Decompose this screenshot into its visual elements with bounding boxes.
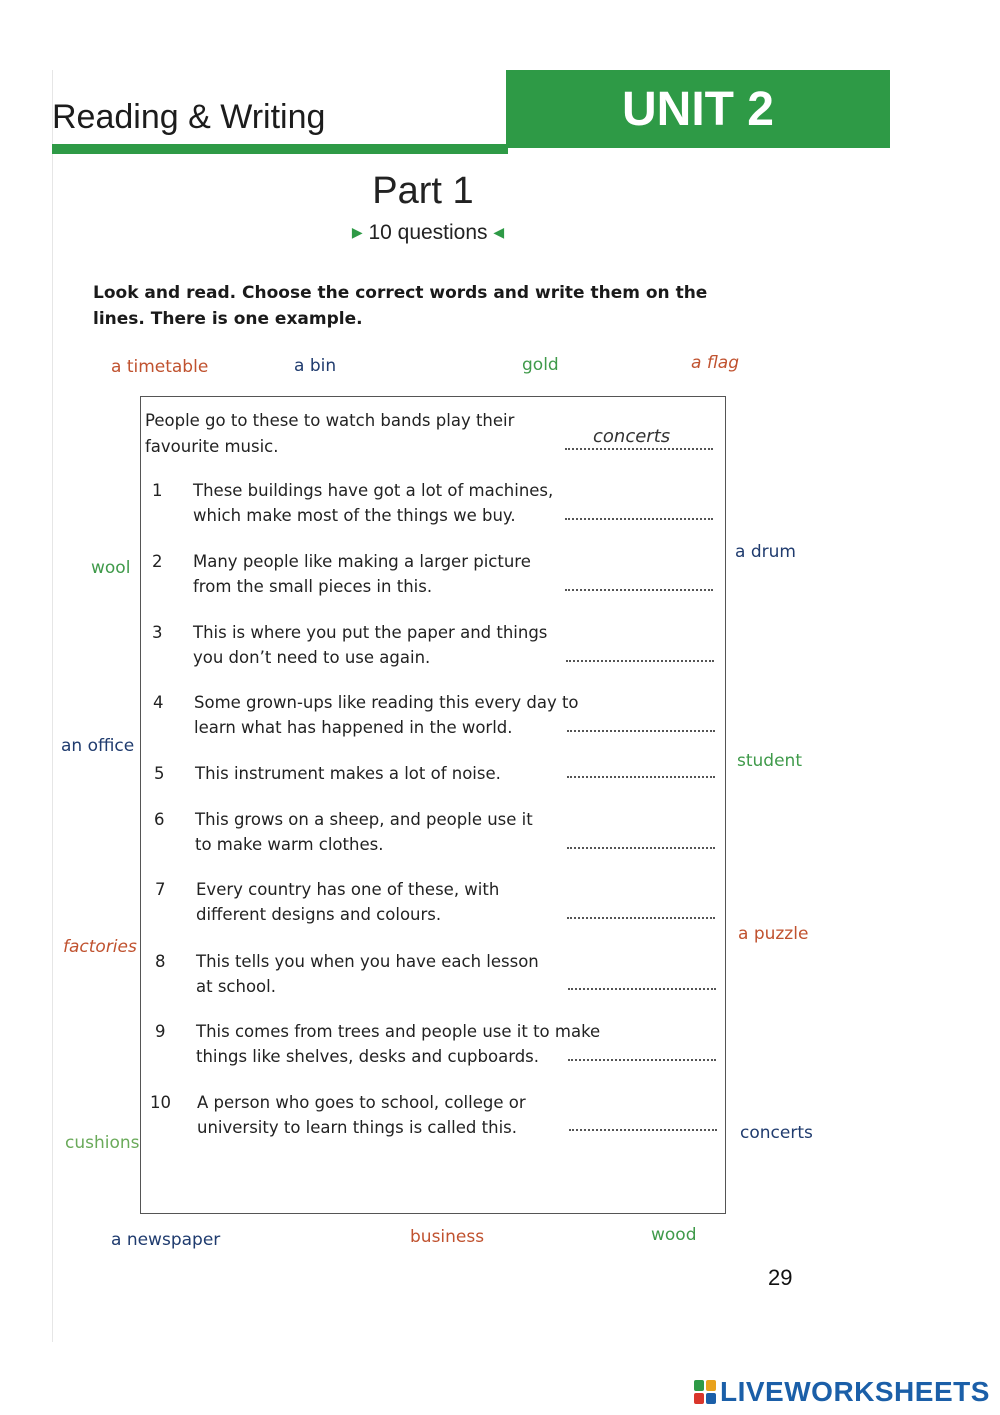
question-number: 10 — [150, 1093, 171, 1112]
example-line-2: favourite music. — [145, 437, 279, 456]
liveworksheets-logo-icon — [694, 1380, 716, 1404]
triangle-right-icon: ▶ — [351, 224, 363, 240]
question-number: 2 — [152, 552, 163, 571]
example-answer: concerts — [593, 426, 671, 447]
instructions: Look and read. Choose the correct words and write them on the lines. There is one example. — [93, 283, 708, 329]
answer-line[interactable] — [568, 1059, 716, 1061]
word-bank-item[interactable]: a bin — [294, 356, 337, 376]
unit-badge: UNIT 2 — [506, 70, 890, 148]
answer-line[interactable] — [565, 518, 713, 520]
question-number: 4 — [153, 693, 164, 712]
question-text: This comes from trees and people use it to make — [196, 1022, 601, 1041]
question-text: This grows on a sheep, and people use it — [195, 810, 533, 829]
question-text: Every country has one of these, with — [196, 880, 500, 899]
answer-line[interactable] — [568, 988, 716, 990]
example-line-1: People go to these to watch bands play their — [145, 411, 515, 430]
question-text: university to learn things is called this. — [197, 1118, 517, 1137]
word-bank-item[interactable]: a newspaper — [111, 1230, 221, 1250]
word-bank-item[interactable]: wood — [651, 1225, 697, 1245]
questions-count: 10 questions — [368, 221, 488, 244]
section-title: Reading & Writing — [52, 98, 326, 136]
question-number: 8 — [155, 952, 166, 971]
question-number: 5 — [154, 764, 165, 783]
question-text: Many people like making a larger picture — [193, 552, 531, 571]
answer-line[interactable] — [567, 776, 715, 778]
question-number: 3 — [152, 623, 163, 642]
answer-line[interactable] — [566, 660, 714, 662]
answer-line[interactable] — [565, 589, 713, 591]
word-bank-item[interactable]: wool — [91, 558, 131, 578]
word-bank-item[interactable]: concerts — [740, 1123, 813, 1143]
question-text: to make warm clothes. — [195, 835, 384, 854]
question-number: 9 — [155, 1022, 166, 1041]
word-bank-item[interactable]: cushions — [65, 1133, 140, 1153]
question-text: you don’t need to use again. — [193, 648, 431, 667]
word-bank-item[interactable]: a timetable — [111, 357, 209, 377]
question-text: A person who goes to school, college or — [197, 1093, 526, 1112]
example-answer-line — [565, 448, 713, 450]
answer-line[interactable] — [569, 1129, 717, 1131]
question-text: This tells you when you have each lesson — [196, 952, 539, 971]
question-text: different designs and colours. — [196, 905, 442, 924]
question-number: 6 — [154, 810, 165, 829]
answer-line[interactable] — [567, 847, 715, 849]
word-bank-item[interactable]: a flag — [691, 353, 740, 373]
watermark — [694, 1376, 990, 1408]
question-text: These buildings have got a lot of machines, — [193, 481, 554, 500]
watermark-text: LIVEWORKSHEETS — [720, 1376, 990, 1407]
question-number: 1 — [152, 481, 163, 500]
answer-line[interactable] — [567, 730, 715, 732]
question-text: This is where you put the paper and things — [193, 623, 548, 642]
question-text: from the small pieces in this. — [193, 577, 433, 596]
word-bank-item[interactable]: a puzzle — [738, 924, 809, 944]
page-number: 29 — [768, 1265, 793, 1290]
question-text: which make most of the things we buy. — [193, 506, 516, 525]
question-text: things like shelves, desks and cupboards. — [196, 1047, 540, 1066]
question-number: 7 — [155, 880, 166, 899]
triangle-left-icon: ◀ — [493, 224, 505, 240]
word-bank-item[interactable]: a drum — [735, 542, 796, 562]
word-bank-item[interactable]: factories — [63, 937, 137, 957]
part-subtitle — [0, 221, 856, 245]
word-bank-item[interactable]: student — [737, 751, 802, 771]
answer-line[interactable] — [567, 917, 715, 919]
question-text: learn what has happened in the world. — [194, 718, 513, 737]
word-bank-item[interactable]: business — [410, 1227, 485, 1247]
part-title: Part 1 — [372, 170, 474, 212]
word-bank-item[interactable]: an office — [61, 736, 135, 756]
question-text: This instrument makes a lot of noise. — [195, 764, 501, 783]
word-bank-item[interactable]: gold — [522, 355, 559, 375]
question-text: Some grown-ups like reading this every day to — [194, 693, 579, 712]
header-rule — [52, 144, 508, 154]
question-text: at school. — [196, 977, 276, 996]
